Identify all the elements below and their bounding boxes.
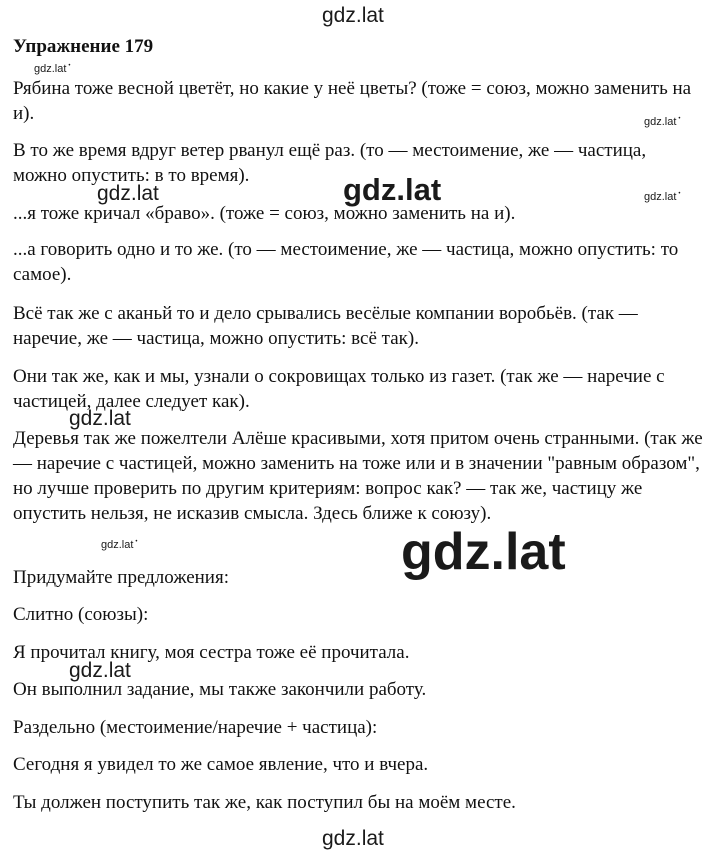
paragraph: Рябина тоже весной цветёт, но какие у неё цветы? (тоже = союз, можно заменить на и). — [13, 78, 692, 124]
watermark-top: gdz.lat — [322, 4, 384, 27]
exercise-title: Упражнение 179 — [13, 36, 154, 57]
paragraph: Ты должен поступить так же, как поступил бы на моём месте. — [13, 792, 516, 813]
watermark-extra-large: gdz.lat — [401, 523, 566, 581]
watermark-small: gdz.lat • — [101, 539, 138, 551]
watermark-medium: gdz.lat — [69, 659, 131, 682]
paragraph: Сегодня я увидел то же самое явление, что и вчера. — [13, 754, 429, 775]
watermark-medium: gdz.lat — [97, 182, 159, 205]
watermark-small: gdz.lat • — [644, 116, 681, 128]
paragraph: Слитно (союзы): — [13, 604, 149, 625]
watermark-large: gdz.lat — [343, 172, 442, 207]
watermark-bottom: gdz.lat — [322, 827, 384, 850]
paragraph: Деревья так же пожелтели Алёше красивыми, хотя притом очень странными. (так же — наречие с частицей, можно заменить на тоже или и в значении "равным образом", но лучше проверить по другим критериям: вопрос как? — так же, частицу же опустить нельзя, не исказив смысла. Здесь ближе к союзу). — [13, 428, 703, 524]
paragraph: ...я тоже кричал «браво». (тоже = союз, можно заменить на и). — [13, 203, 516, 224]
watermark-small: gdz.lat • — [34, 63, 71, 75]
paragraph: Он выполнил задание, мы также закончили работу. — [13, 679, 427, 700]
watermark-medium: gdz.lat — [69, 407, 131, 430]
paragraph: Я прочитал книгу, моя сестра тоже её прочитала. — [13, 642, 410, 663]
paragraph: Придумайте предложения: — [13, 567, 229, 588]
paragraph: Они так же, как и мы, узнали о сокровищах только из газет. (так же — наречие с частицей, далее следует как). — [13, 366, 665, 412]
paragraph: В то же время вдруг ветер рванул ещё раз. (то — местоимение, же — частица, можно опустить: в то время). — [13, 140, 647, 186]
paragraph: Раздельно (местоимение/наречие + частица): — [13, 717, 378, 738]
paragraph: ...а говорить одно и то же. (то — местоимение, же — частица, можно опустить: то самое). — [13, 239, 679, 285]
watermark-small: gdz.lat • — [644, 191, 681, 203]
paragraph: Всё так же с аканьй то и дело срывались весёлые компании воробьёв. (так — наречие, же — частица, можно опустить: всё так). — [13, 303, 638, 349]
